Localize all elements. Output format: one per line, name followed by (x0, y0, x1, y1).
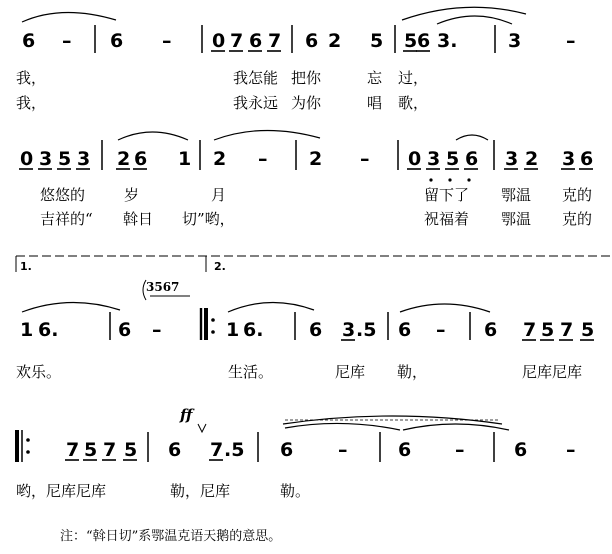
note-digit: .5 (224, 439, 245, 461)
note-digit: 1 (178, 148, 192, 170)
note-digit: 5 (58, 148, 72, 170)
lyric-text: 唱 (367, 94, 383, 112)
ending-2-label: 2. (214, 260, 226, 273)
lyric-text: 鄂温 (501, 210, 532, 228)
note-digit: 6 (134, 148, 148, 170)
note-digit: 0 (20, 148, 34, 170)
lyric-text: 鄂温 (501, 186, 532, 204)
note-digit: 3. (437, 30, 458, 52)
lyric-text: 哟，尼库尼库 (16, 482, 107, 500)
note-digit: .5 (356, 319, 377, 341)
system-3-barlines (110, 308, 470, 340)
grace-notes: 3567 (146, 280, 180, 294)
note-digit: 1 (226, 319, 240, 341)
note-digit: 3 (505, 148, 519, 170)
lyric-text: 过， (398, 69, 429, 87)
note-digit: 6. (38, 319, 59, 341)
lyric-text: 欢乐。 (16, 363, 62, 381)
lyric-text: 勒。 (280, 482, 311, 500)
lyric-text: 我， (16, 69, 47, 87)
lyric-text: 生活。 (228, 363, 274, 381)
lyric-text: 歌， (398, 94, 429, 112)
volta-brackets (16, 256, 612, 272)
lyric-text: 月 (211, 186, 227, 204)
dash-mark: – (360, 148, 370, 170)
system-1-slurs (22, 7, 526, 24)
dynamic-mark: ff (180, 406, 193, 424)
note-digit: 3 (77, 148, 91, 170)
lyric-text: 尼库 (335, 363, 366, 381)
dash-mark: – (566, 439, 576, 461)
note-digit: 6 (465, 148, 479, 170)
note-digit: 2 (525, 148, 539, 170)
footnote: 注：“斡日切”系鄂温克语天鹅的意思。 (60, 529, 282, 544)
system-3 (20, 319, 594, 341)
ending-1-label: 1. (20, 260, 32, 273)
note-digit: 6 (417, 30, 431, 52)
note-digit: 6 (249, 30, 263, 52)
dash-mark: – (436, 319, 446, 341)
lyric-text: 尼库尼库 (522, 363, 583, 381)
dash-mark: – (162, 30, 172, 52)
note-digit: 5 (581, 319, 595, 341)
note-digit: 1 (20, 319, 34, 341)
note-digit: 6 (280, 439, 294, 461)
lyric-text: 我， (16, 94, 47, 112)
system-4-repeat-dots (26, 438, 30, 454)
system-2-dots (429, 178, 470, 181)
lyric-text: 克的 (562, 210, 593, 228)
note-digit: 5 (446, 148, 460, 170)
lyric-text: 勒，尼库 (170, 482, 231, 500)
note-digit: 5 (84, 439, 98, 461)
note-digit: 0 (408, 148, 422, 170)
note-digit: 6 (580, 148, 594, 170)
accent-mark (198, 424, 206, 432)
system-3-repeat-dots (211, 318, 215, 334)
note-digit: 6 (110, 30, 124, 52)
note-digit: 0 (212, 30, 226, 52)
lyric-text: 勒， (397, 363, 428, 381)
note-digit: 5 (370, 30, 384, 52)
dash-mark: – (62, 30, 72, 52)
note-digit: 7 (230, 30, 244, 52)
note-digit: 6 (398, 319, 412, 341)
lyric-text: 忘 (367, 69, 383, 87)
dash-mark: – (455, 439, 465, 461)
note-digit: 2 (328, 30, 342, 52)
system-1-barlines (95, 25, 495, 53)
lyric-text: 祝福着 (424, 210, 470, 228)
note-digit: 5 (124, 439, 138, 461)
lyric-text: 岁 (124, 186, 140, 204)
note-digit: 6 (168, 439, 182, 461)
note-digit: 6 (514, 439, 528, 461)
note-digit: 7 (66, 439, 80, 461)
lyric-text: 我怎能 (233, 69, 279, 87)
note-digit: 6 (22, 30, 36, 52)
dash-mark: – (338, 439, 348, 461)
note-digit: 7 (560, 319, 574, 341)
lyric-text: 斡日 (123, 210, 154, 228)
lyric-text: 把你 (291, 69, 322, 87)
note-digit: 7 (210, 439, 224, 461)
note-digit: 2 (117, 148, 131, 170)
lyric-text: 切”哟， (182, 210, 235, 228)
system-2 (19, 148, 593, 170)
note-digit: 7 (268, 30, 282, 52)
note-digit: 6 (484, 319, 498, 341)
note-digit: 5 (541, 319, 555, 341)
lyric-text: 克的 (562, 186, 593, 204)
note-digit: 3 (562, 148, 576, 170)
system-4 (65, 439, 576, 461)
dash-mark: – (258, 148, 268, 170)
note-digit: 7 (523, 319, 537, 341)
note-digit: 2 (309, 148, 323, 170)
dash-mark: – (152, 319, 162, 341)
note-digit: 5 (404, 30, 418, 52)
system-3-slurs (22, 302, 490, 312)
note-digit: 6 (305, 30, 319, 52)
lyric-text: 留下了 (424, 186, 470, 204)
dash-mark: – (566, 30, 576, 52)
lyric-text: 为你 (291, 94, 322, 112)
note-digit: 3 (508, 30, 522, 52)
note-digit: 6 (398, 439, 412, 461)
note-digit: 3 (342, 319, 356, 341)
lyric-text: 悠悠的 (40, 186, 86, 204)
note-digit: 7 (103, 439, 117, 461)
system-1 (22, 30, 576, 52)
note-digit: 3 (427, 148, 441, 170)
note-digit: 3 (39, 148, 53, 170)
lyric-text: 吉祥的“ (40, 210, 93, 228)
system-4-slurs (283, 416, 509, 430)
lyric-text: 我永远 (233, 94, 279, 112)
note-digit: 6. (243, 319, 264, 341)
note-digit: 6 (118, 319, 132, 341)
system-2-slurs (118, 130, 488, 140)
note-digit: 2 (213, 148, 227, 170)
note-digit: 6 (309, 319, 323, 341)
